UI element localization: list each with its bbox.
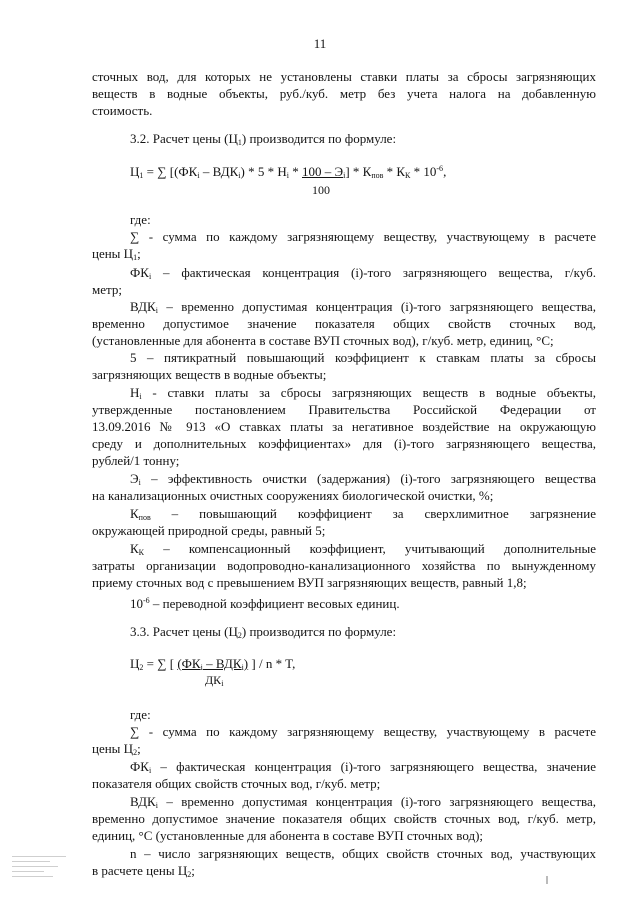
def-kk-line-1: $К_К$ – компенсационный коэффициент, учитывающий дополнительные <box>130 541 596 557</box>
where-label: где: <box>130 212 151 227</box>
formula-c2-numerator: $(ФК_i - ВДК_i)$ <box>177 656 249 672</box>
def-n-line-4: среду и дополнительных коэффициентах» для (i)-того загрязняющего вещества, <box>92 436 596 451</box>
formula-c2-denominator: $ДК_i$ <box>205 673 224 688</box>
def-n-line-1: $Н_i$ - ставки платы за сбросы загрязняющих веществ в водные объекты, <box>130 385 596 401</box>
where-label-2: где: <box>130 707 151 722</box>
def-factor-line: $10^{-6}$ – переводной коэффициент весовых единиц. <box>130 596 400 611</box>
def-sum-line-2: цены $Ц_1$; <box>92 246 141 262</box>
def2-vdk-line-1: $ВДК_i$ – временно допустимая концентрация (i)-того загрязняющего вещества, <box>130 794 596 810</box>
def-fk-line-2: метр; <box>92 282 122 297</box>
def-sum-line-1: ∑ - сумма по каждому загрязняющему веществу, участвующему в расчете <box>130 229 596 244</box>
intro-line-3: стоимость. <box>92 103 153 118</box>
def2-fk-line-1: $ФК_i$ – фактическая концентрация (i)-того загрязняющего вещества, значение <box>130 759 596 775</box>
def-n-line-3: 13.09.2016 № 913 «О ставках платы за негативное воздействие на окружающую <box>92 419 596 434</box>
def2-n-line-1: n – число загрязняющих веществ, общих свойств сточных вод, участвующих <box>130 846 596 861</box>
def2-sum-line-2: цены $Ц_2$; <box>92 741 141 757</box>
formula-c1: $Ц_1$ = ∑ $[(ФК_i - ВДК_i) * 5 * Н_i * 100 - Э_i] * К_{пов} * К_К * 10^{-6}$, <box>130 164 447 180</box>
formula-c1-numerator: $100 - Э_i$ <box>301 164 346 180</box>
def2-n-line-2: в расчете цены $Ц_2$; <box>92 863 195 879</box>
def2-sum-line-1: ∑ - сумма по каждому загрязняющему веществу, участвующему в расчете <box>130 724 596 739</box>
page-number: 11 <box>313 36 327 51</box>
def-vdk-line-2: временно допустимое значение показателя общих свойств сточных вод, <box>92 316 596 331</box>
def-vdk-line-3: (установленные для абонента в составе ВУП сточных вод), г/куб. метр, единиц, °С; <box>92 333 554 348</box>
def2-vdk-line-3: единиц, °С (установленные для абонента в составе ВУП сточных вод); <box>92 828 484 843</box>
def-five-line-2: загрязняющих веществ в водные объекты; <box>92 367 327 382</box>
formula-c1-denominator: 100 <box>312 183 330 197</box>
def-n-line-2: утвержденные постановлением Правительства Российской Федерации от <box>92 402 596 417</box>
intro-line-2: веществ в водные объекты, руб./куб. метр без учета налога на добавленную <box>92 86 596 101</box>
def-kk-line-3: приему сточных вод с превышением ВУП загрязняющих веществ, равный 1,8; <box>92 575 527 590</box>
def-kpov-line-2: окружающей природной среды, равный 5; <box>92 523 326 538</box>
section-3-3-heading: 3.3. Расчет цены $(Ц_2)$ производится по формуле: <box>130 624 397 640</box>
def-vdk-line-1: $ВДК_i$ – временно допустимая концентрация (i)-того загрязняющего вещества, <box>130 299 596 315</box>
def-kpov-line-1: $К_{пов}$ – повышающий коэффициент за сверхлимитное загрязнение <box>130 506 596 522</box>
def-e-line-1: $Э_i$ – эффективность очистки (задержания) (i)-того загрязняющего вещества <box>130 471 596 487</box>
def-fk-line-1: $ФК_i$ – фактическая концентрация (i)-того загрязняющего вещества, г/куб. <box>130 265 596 281</box>
intro-line-1: сточных вод, для которых не установлены ставки платы за сбросы загрязняющих <box>92 69 596 84</box>
def-five-line-1: 5 – пятикратный повышающий коэффициент к ставкам платы за сбросы <box>130 350 596 365</box>
section-3-2-heading: 3.2. Расчет цены $(Ц_1)$ производится по формуле: <box>130 131 397 147</box>
def-n-line-5: рублей/1 тонну; <box>92 453 180 468</box>
def2-fk-line-2: показателя общих свойств сточных вод, г/куб. метр; <box>92 776 381 791</box>
def2-vdk-line-2: временно допустимое значение показателя общих свойств сточных вод, г/куб. метр, <box>92 811 596 826</box>
def-kk-line-2: затраты организации водопроводно-канализационного хозяйства по вынужденному <box>92 558 596 573</box>
scan-speck <box>546 876 548 884</box>
def-e-line-2: на канализационных очистных сооружениях биологической очистки, %; <box>92 488 494 503</box>
scan-stamp-artifact <box>12 852 66 892</box>
formula-c2: $Ц_2$ = ∑ [ $(ФК_i - ВДК_i)$ ] / n * T, <box>130 656 296 672</box>
